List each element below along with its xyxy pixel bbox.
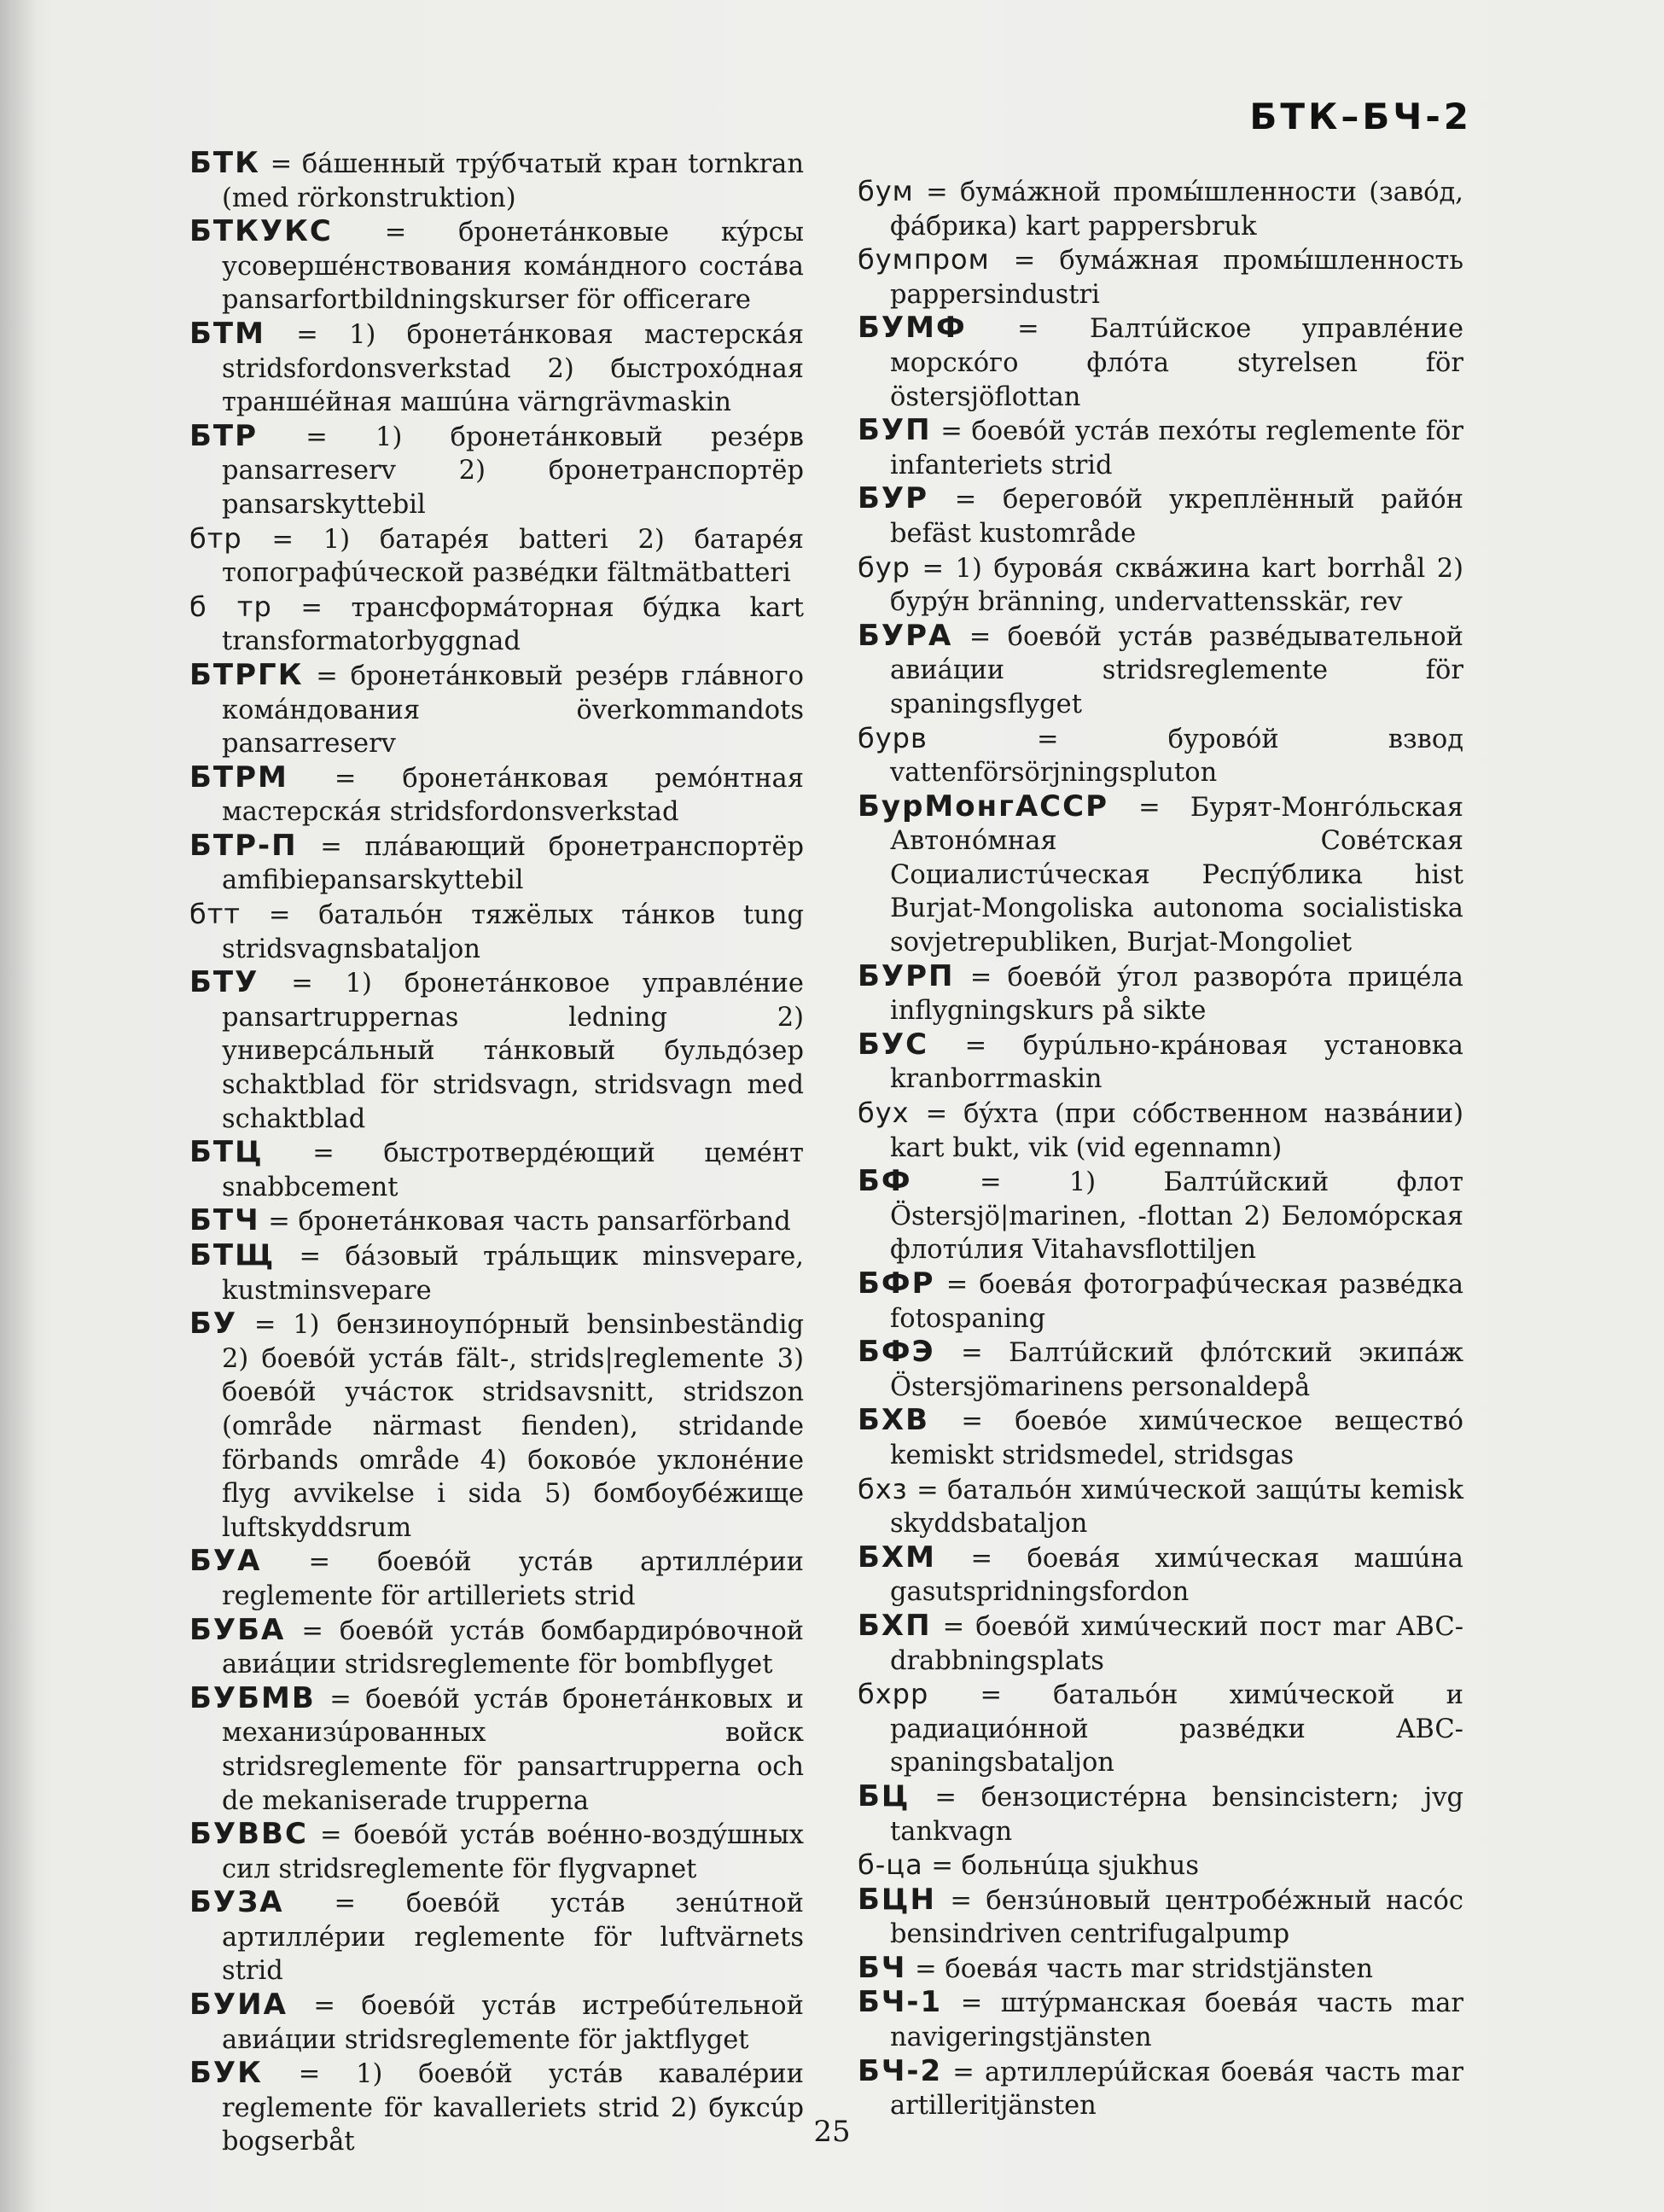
dictionary-entry [858,175,1463,243]
dictionary-entry [189,317,804,420]
dictionary-entry [858,1404,1463,1472]
entry-term: БЦ [858,1778,911,1813]
dictionary-entry [858,1986,1463,2054]
entry-definition: = береговóй укреплённый райóн befäst kustområde [890,485,1463,549]
dictionary-entry [189,1307,804,1545]
dictionary-entry [858,1678,1463,1780]
entry-term: БЧ-2 [858,2053,943,2088]
dictionary-entry [189,1239,804,1307]
entry-term: б-ца [858,1848,923,1882]
entry-definition: = трансформáторная бýдка kart transformatorbyggnad [222,592,805,657]
entry-term: БУК [189,2056,263,2091]
dictionary-entry [858,1473,1463,1541]
entry-term: БУИА [189,1988,288,2023]
entry-definition: = бýхта (при сóбственном назвáнии) kart bukt, vik (vid egennamn) [890,1099,1463,1163]
entry-term: БУРП [858,958,955,993]
dictionary-entry [189,659,804,761]
entry-term: БУВВС [189,1817,308,1852]
entry-definition: = 1) бензиноупóрный bensinbeständig 2) боевóй устáв fält-, strids|reglemente 3) боевóй учáсток stridsavsnitt, stridszon (område närmast fienden), stridande förbands område 4) боковóе уклонéние flyg avvikelse i sida 5) бомбоубéжище luftskyddsrum [222,1310,804,1543]
book-spine-shadow [0,0,34,2212]
entry-term: БТЧ [189,1203,260,1238]
dictionary-entry [189,1886,804,1988]
entry-term: БТР-П [189,828,298,863]
entry-definition: = батальóн химúческой и радиациóнной развéдки ABC-spaningsbataljon [890,1680,1463,1778]
dictionary-entry [189,1136,804,1204]
dictionary-entry [858,2055,1463,2123]
entry-definition: = бáзовый трáльщик minsvepare, kustminsvepare [222,1242,804,1306]
entry-term: БурМонгАССР [858,789,1108,824]
dictionary-entry [189,420,804,522]
dictionary-entry [189,1818,804,1886]
entry-definition: = бáшенный трýбчатый кран tornkran (med rörkonstruktion) [222,149,804,213]
dictionary-entry [189,1204,804,1239]
entry-definition: = боевáя химúческая машúна gasutspridningsfordon [890,1543,1463,1608]
entry-term: БУА [189,1544,262,1579]
dictionary-entry [858,1097,1463,1165]
entry-definition: = бронетáнковые кýрсы усовершéнствования комáндного состáва pansarfortbildningskurser för officerare [222,218,804,316]
entry-term: бур [858,550,911,584]
entry-term: БТР [189,418,259,453]
entry-definition: = боевóй устáв зенúтной артиллéрии reglemente för luftvärnets strid [222,1889,804,1987]
entry-term: бхрр [858,1678,929,1711]
entry-term: бтр [189,521,242,555]
entry-definition: = боевóй устáв пехóты reglemente för infanteriets strid [890,416,1463,480]
entry-definition: = боевáя фотографúческая развéдка fotospaning [890,1270,1464,1334]
dictionary-entry [858,414,1463,482]
dictionary-entry [189,761,804,830]
dictionary-entry [189,147,804,215]
entry-term: БХВ [858,1403,930,1438]
entry-definition: = Балтúйский флóтский экипáж Östersjömarinens personaldepå [890,1338,1463,1402]
entry-definition: = 1) бронетáнковая мастерскáя stridsfordonsverkstad 2) быстрохóдная траншéйная машúна värngrävmaskin [222,319,804,418]
entry-term: БТУ [189,965,259,1000]
dictionary-entry [858,1028,1463,1097]
entry-term: БЦН [858,1882,936,1917]
dictionary-entry [189,591,804,659]
dictionary-entry [858,722,1463,790]
page-number: 25 [813,2115,851,2149]
dictionary-entry [858,1610,1463,1678]
dictionary-entry [189,1988,804,2057]
dictionary-entry [858,311,1463,414]
entry-term: БТКУКС [189,214,333,249]
entry-definition: = артиллерúйская боевáя часть mar artilleritjänsten [890,2057,1463,2122]
entry-definition: = батальóн химúческой защúты kemisk skyddsbataljon [890,1475,1463,1540]
dictionary-entry [858,1780,1463,1848]
entry-term: БФЭ [858,1335,935,1370]
dictionary-entry [189,830,804,898]
dictionary-entry [858,620,1463,722]
entry-definition: = боевóй устáв истребúтельной авиáции stridsreglemente för jaktflyget [222,1991,804,2055]
entry-term: БФР [858,1266,935,1301]
dictionary-entry [858,1541,1463,1610]
dictionary-entry [189,898,804,966]
entry-term: БУБМВ [189,1680,316,1715]
entry-term: БЧ-1 [858,1985,943,2020]
entry-definition: = бронетáнковая часть pansarförband [268,1207,791,1237]
entry-term: бух [858,1097,910,1130]
entry-definition: = 1) Балтúйский флот Östersjö|marinen, -flottan 2) Беломóрская флотúлия Vitahavsflottiljen [890,1167,1463,1266]
entry-term: БТЩ [189,1238,276,1272]
entry-term: БФ [858,1164,912,1199]
entry-definition: = бензúновый центробéжный насóс bensindriven centrifugalpump [890,1885,1463,1950]
entry-definition: = боевóй устáв артиллéрии reglemente för artilleriets strid [222,1547,804,1611]
entry-term: БУРА [858,618,953,653]
entry-definition: = батальóн тяжёлых тáнков tung stridsvagnsbataljon [222,900,804,964]
entry-term: бумпром [858,243,990,276]
dictionary-entry [858,551,1463,620]
entry-term: БТЦ [189,1135,264,1170]
dictionary-entry [858,790,1463,960]
entry-term: БХМ [858,1540,936,1575]
entry-definition: = больнúца sjukhus [931,1851,1199,1882]
dictionary-entry [858,1267,1463,1336]
entry-definition: = Бурят-Монгóльская Автонóмная Совéтская Социалистúческая Респýблика hist Burjat-Mongoliska autonoma socialistiska sovjetrepubliken, Burjat-Mongoliet [890,792,1463,958]
entry-definition: = бумáжной промы́шленности (завóд, фáбрика) kart pappersbruk [890,178,1463,242]
entry-term: БУ [189,1307,238,1342]
right-column [858,175,1463,2123]
entry-term: БУБА [189,1612,286,1647]
entry-definition: = боевóй устáв развéдывательной авиáции stridsreglemente för spaningsflyget [890,621,1463,719]
entry-term: БУЗА [189,1885,284,1920]
entry-definition: = плáвающий бронетранспортёр amfibiepansarskyttebil [222,831,804,896]
entry-definition: = бурúльно-крáновая установка kranborrmaskin [890,1030,1463,1095]
entry-definition: = бронетáнковый резéрв глáвного комáндования överkommandots pansarreserv [222,661,804,760]
entry-term: БХП [858,1608,932,1643]
entry-term: БТРГК [189,657,304,692]
entry-definition: = бензоцистéрна bensincistern; jvg tankvagn [890,1782,1463,1847]
entry-definition: = 1) бронетáнковый резéрв pansarreserv 2) бронетранспортёр pansarskyttebil [222,422,804,520]
entry-definition: = штýрманская боевáя часть mar navigeringstjänsten [890,1988,1464,2053]
entry-term: бурв [858,721,928,754]
entry-definition: = бронетáнковая ремóнтная мастерскáя stridsfordonsverkstad [222,763,804,828]
entry-term: БУР [858,481,929,516]
dictionary-entry [189,1614,804,1682]
entry-term: бхз [858,1472,908,1505]
entry-definition: = боевóй устáв воéнно-воздýшных сил stridsreglemente för flygvapnet [222,1820,804,1884]
entry-definition: = боевóй химúческий пост mar ABC-drabbningsplats [890,1611,1463,1676]
entry-term: бтт [189,898,241,931]
dictionary-entry [858,1883,1463,1952]
entry-definition: = буровóй взвод vattenförsörjningspluton [890,724,1463,789]
dictionary-entry [858,1952,1463,1987]
left-column [189,147,804,2159]
dictionary-entry [189,966,804,1136]
entry-term: БУП [858,413,932,448]
entry-definition: = Балтúйское управлéние морскóго флóта styrelsen för östersjöflottan [890,314,1464,412]
entry-term: БТК [189,146,260,180]
dictionary-entry [189,1545,804,1613]
entry-definition: = быстротвердéющий цемéнт snabbcement [222,1138,805,1202]
dictionary-entry [858,1165,1463,1267]
entry-definition: = боевáя часть mar stridstjänsten [915,1953,1373,1984]
dictionary-entry [858,1336,1463,1404]
dictionary-entry [189,522,804,591]
entry-definition: = 1) батарéя batteri 2) батарéя топографúческой развéдки fältmätbatteri [222,524,804,589]
entry-term: БЧ [858,1950,907,1985]
entry-definition: = боевóй ýгол разворóта прицéла inflygningskurs på sikte [890,962,1463,1027]
entry-definition: = боевóй устáв бомбардирóвочной авиáции stridsreglemente för bombflyget [222,1615,805,1680]
entry-definition: = боевóе химúческое веществó kemiskt stridsmedel, stridsgas [890,1406,1463,1470]
dictionary-entry [858,1848,1463,1883]
entry-definition: = 1) бронетáнковое управлéние pansartruppernas ledning 2) универсáльный тáнковый бульдóзер schaktblad för stridsvagn, stridsvagn med schaktblad [222,969,804,1134]
entry-definition: = 1) боевóй устáв кавалéрии reglemente för kavalleriets strid 2) буксúр bogserbåt [222,2059,804,2157]
dictionary-entry [858,243,1463,311]
entry-definition: = 1) буровáя сквáжина kart borrhål 2) бурýн bränning, undervattensskär, rev [890,553,1464,618]
entry-term: б тр [189,590,272,623]
running-head: БТК–БЧ-2 [1249,96,1472,137]
dictionary-entry [189,1682,804,1818]
entry-term: БУС [858,1027,929,1062]
entry-definition: = боевóй устáв бронетáнковых и механизúрованных войск stridsreglemente för pansartrupperna och de mekaniserade trupperna [222,1684,804,1816]
dictionary-entry [858,482,1463,550]
entry-term: БТМ [189,316,265,351]
entry-definition: = бумáжная промы́шленность pappersindustri [890,246,1463,310]
entry-term: бум [858,175,914,207]
entry-term: БТРМ [189,760,288,795]
entry-term: БУМФ [858,311,967,346]
dictionary-entry [189,215,804,317]
dictionary-entry [858,960,1463,1028]
